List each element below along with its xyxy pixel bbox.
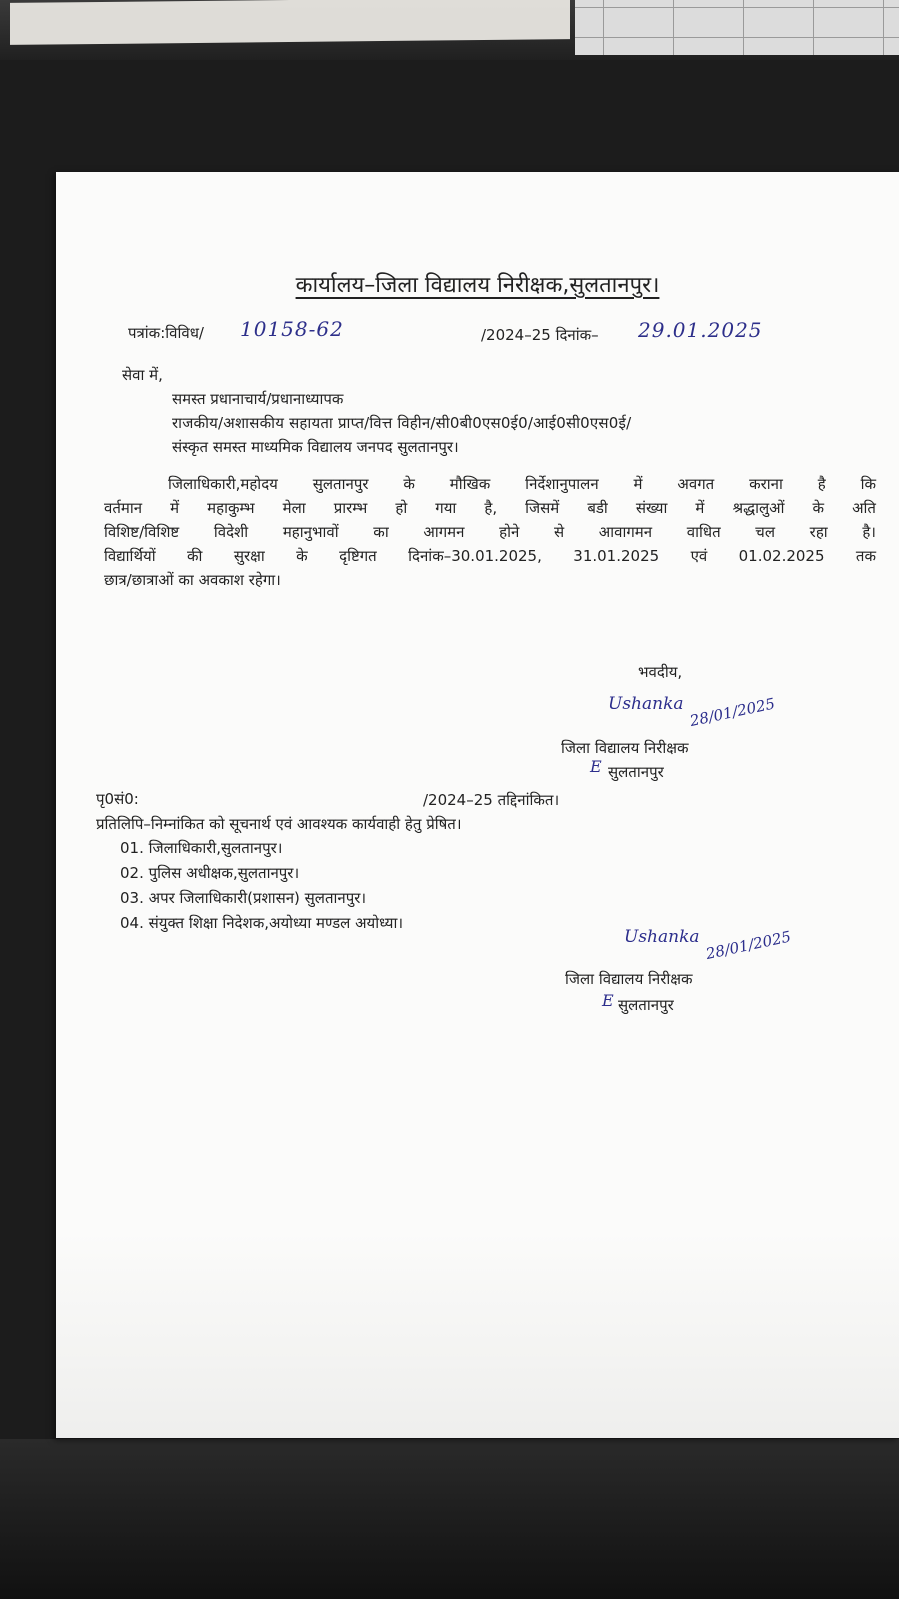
copy-list-item: 01. जिलाधिकारी,सुलतानपुर।	[120, 839, 283, 857]
signature2-initial: E	[602, 991, 614, 1010]
background-form-table	[575, 0, 899, 55]
body-line: छात्र/छात्राओं का अवकाश रहेगा।	[104, 571, 281, 589]
ref-number-handwritten: 10158-62	[240, 317, 344, 341]
addressee-line1: समस्त प्रधानाचार्य/प्रधानाध्यापक	[172, 390, 344, 408]
sheet-shade	[56, 1232, 899, 1438]
office-title: कार्यालय–जिला विद्यालय निरीक्षक,सुलतानपुर।	[295, 273, 660, 298]
signature1-designation: जिला विद्यालय निरीक्षक	[561, 739, 689, 757]
copy-list-item: 03. अपर जिलाधिकारी(प्रशासन) सुलतानपुर।	[120, 889, 367, 907]
copy-list-item: 02. पुलिस अधीक्षक,सुलतानपुर।	[120, 864, 300, 882]
ref-date-handwritten: 29.01.2025	[638, 318, 763, 342]
body-line: वर्तमान में महाकुम्भ मेला प्रारम्भ हो गया है, जिसमें बडी संख्या में श्रद्धालुओं के अति	[104, 499, 876, 517]
copy-list-item: 04. संयुक्त शिक्षा निदेशक,अयोध्या मण्डल अयोध्या।	[120, 914, 404, 932]
signature2-date: 28/01/2025	[704, 927, 793, 963]
signature2-scribble: Ushanka	[624, 927, 700, 947]
background-bottom	[0, 1439, 899, 1599]
body-line: विशिष्ट/विशिष्ट विदेशी महानुभावों का आगमन होने से आवागमन वाधित चल रहा है।	[104, 523, 876, 541]
body-line: विद्यार्थियों की सुरक्षा के दृष्टिगत दिनांक–30.01.2025, 31.01.2025 एवं 01.02.2025 तक	[104, 547, 876, 565]
addressee-line2: राजकीय/अशासकीय सहायता प्राप्त/वित्त विहीन/सी0बी0एस0ई0/आई0सी0एस0ई/	[172, 414, 632, 432]
closing: भवदीय,	[638, 663, 683, 681]
body-paragraph	[104, 472, 876, 592]
addressee-to: सेवा में,	[122, 366, 163, 384]
background-paper-top	[10, 0, 570, 45]
signature1-initial: E	[590, 757, 602, 776]
signature1-scribble: Ushanka	[608, 694, 684, 714]
addressee-line3: संस्कृत समस्त माध्यमिक विद्यालय जनपद सुलतानपुर।	[172, 438, 459, 456]
signature1-place: सुलतानपुर	[608, 763, 664, 781]
signature2-place: सुलतानपुर	[618, 996, 674, 1014]
signature1-date: 28/01/2025	[688, 694, 777, 730]
body-line: जिलाधिकारी,महोदय सुलतानपुर के मौखिक निर्देशानुपालन में अवगत कराना है कि	[168, 475, 876, 493]
copy-ref-label: पृ0सं0:	[96, 790, 139, 808]
signature2-designation: जिला विद्यालय निरीक्षक	[565, 970, 693, 988]
letter-sheet	[56, 172, 899, 1438]
copy-ref-year: /2024–25 तद्दिनांकित।	[423, 791, 560, 809]
ref-year-date-label: /2024–25 दिनांक–	[481, 326, 599, 344]
copy-intro: प्रतिलिपि–निम्नांकित को सूचनार्थ एवं आवश्यक कार्यवाही हेतु प्रेषित।	[96, 815, 462, 833]
ref-prefix: पत्रांक:विविध/	[128, 324, 204, 342]
